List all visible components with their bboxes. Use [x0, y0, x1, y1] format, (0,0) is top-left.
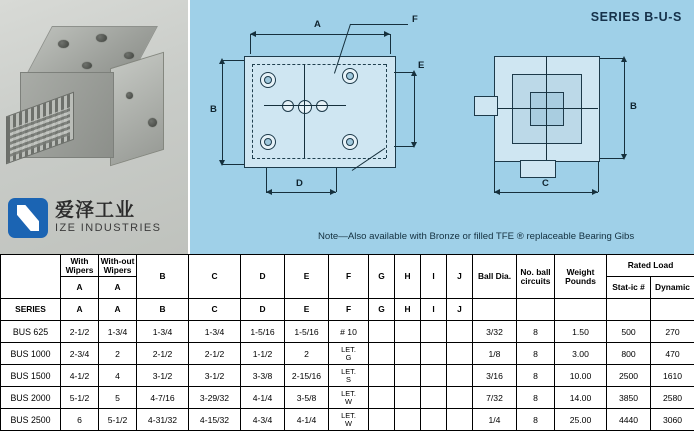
header-with-wipers: With Wipers: [61, 255, 99, 277]
ext-line: [222, 60, 244, 61]
cell-dynamic: 3060: [651, 409, 694, 431]
header-a2: A: [99, 299, 137, 321]
cell-b: 4-31/32: [137, 409, 189, 431]
mounting-hole: [82, 62, 92, 69]
cell-static: 500: [607, 321, 651, 343]
header-a-nowipers: A: [99, 277, 137, 299]
header-a-wipers: A: [61, 277, 99, 299]
header-without-wipers: With-out Wipers: [99, 255, 137, 277]
header-circuits2: [517, 299, 555, 321]
cell-b: 3-1/2: [137, 365, 189, 387]
cell-circuits: 8: [517, 343, 555, 365]
cell-j: [447, 365, 473, 387]
header-blank: [1, 255, 61, 299]
dim-arrow: [621, 56, 627, 62]
table-row: [1, 365, 694, 387]
dim-label-b: B: [210, 104, 217, 115]
header-b: B: [137, 255, 189, 299]
cell-h: [395, 365, 421, 387]
brand-name-english: IZE INDUSTRIES: [55, 223, 161, 235]
cell-dynamic: 2580: [651, 387, 694, 409]
cell-a_nowipers: 5-1/2: [99, 409, 137, 431]
cell-ball_dia: 1/4: [473, 409, 517, 431]
header-e: E: [285, 255, 329, 299]
dim-label-e: E: [418, 60, 424, 71]
cell-weight: 14.00: [555, 387, 607, 409]
cell-a_nowipers: 1-3/4: [99, 321, 137, 343]
cell-g: [369, 365, 395, 387]
cell-a_wipers: 4-1/2: [61, 365, 99, 387]
header-weight2: [555, 299, 607, 321]
cell-b: 4-7/16: [137, 387, 189, 409]
dim-line-b: [222, 60, 223, 164]
cell-f: # 10: [329, 321, 369, 343]
brand-logo: [8, 196, 188, 240]
cell-c: 4-15/32: [189, 409, 241, 431]
spec-table: [0, 254, 694, 431]
header-h: H: [395, 255, 421, 299]
cell-a_nowipers: 5: [99, 387, 137, 409]
header-f2: F: [329, 299, 369, 321]
cell-e: 4-1/4: [285, 409, 329, 431]
cell-j: [447, 387, 473, 409]
header-series: SERIES: [1, 299, 61, 321]
end-view-tab-bottom: [520, 160, 556, 178]
dim-arrow: [219, 58, 225, 64]
cell-series: BUS 2500: [1, 409, 61, 431]
cell-e: 2: [285, 343, 329, 365]
hidden-line: [252, 64, 386, 65]
ext-line: [598, 162, 599, 192]
cell-d: 4-3/4: [241, 409, 285, 431]
ext-line: [222, 164, 244, 165]
header-ball-dia2: [473, 299, 517, 321]
cell-a_wipers: 5-1/2: [61, 387, 99, 409]
header-h2: H: [395, 299, 421, 321]
hidden-line: [252, 64, 253, 158]
header-g: G: [369, 255, 395, 299]
hidden-line: [386, 64, 387, 158]
cell-static: 800: [607, 343, 651, 365]
cell-j: [447, 321, 473, 343]
dim-arrow: [411, 142, 417, 148]
ext-line: [250, 34, 251, 54]
dim-label-d: D: [296, 178, 303, 189]
cell-c: 1-3/4: [189, 321, 241, 343]
cell-ball_dia: 3/32: [473, 321, 517, 343]
header-dynamic: Dynamic: [651, 277, 694, 299]
brand-text: [55, 201, 161, 234]
cell-c: 2-1/2: [189, 343, 241, 365]
header-i: I: [421, 255, 447, 299]
dim-arrow: [621, 154, 627, 160]
table-body: [1, 321, 694, 431]
cell-i: [421, 321, 447, 343]
table-header-group-row: [1, 255, 694, 277]
centerline-vertical: [546, 56, 547, 160]
cell-a_wipers: 2-1/2: [61, 321, 99, 343]
end-view-bore: [530, 92, 564, 126]
header-e2: E: [285, 299, 329, 321]
header-j2: J: [447, 299, 473, 321]
header-static2: [607, 299, 651, 321]
cell-c: 3-29/32: [189, 387, 241, 409]
side-hole: [126, 92, 133, 99]
cell-h: [395, 343, 421, 365]
header-ball-dia: Ball Dia.: [473, 255, 517, 299]
header-c: C: [189, 255, 241, 299]
dim-arrow: [219, 160, 225, 166]
centerline-vertical: [304, 64, 305, 158]
cell-dynamic: 270: [651, 321, 694, 343]
cell-e: 2-15/16: [285, 365, 329, 387]
header-rated-load: Rated Load: [607, 255, 694, 277]
cell-series: BUS 625: [1, 321, 61, 343]
cell-h: [395, 321, 421, 343]
cell-series: BUS 1500: [1, 365, 61, 387]
header-b2: B: [137, 299, 189, 321]
cell-h: [395, 409, 421, 431]
cell-f: LET. W: [329, 409, 369, 431]
table-row: [1, 409, 694, 431]
cell-c: 3-1/2: [189, 365, 241, 387]
dim-line-a: [250, 34, 390, 35]
cell-series: BUS 2000: [1, 387, 61, 409]
header-f: F: [329, 255, 369, 299]
cell-dynamic: 470: [651, 343, 694, 365]
cell-dynamic: 1610: [651, 365, 694, 387]
header-d: D: [241, 255, 285, 299]
cell-weight: 25.00: [555, 409, 607, 431]
header-g2: G: [369, 299, 395, 321]
cell-circuits: 8: [517, 387, 555, 409]
header-c2: C: [189, 299, 241, 321]
dim-label-b2: B: [630, 101, 637, 112]
cell-circuits: 8: [517, 321, 555, 343]
cell-e: 3-5/8: [285, 387, 329, 409]
dim-line-d: [266, 192, 336, 193]
cell-i: [421, 365, 447, 387]
header-j: J: [447, 255, 473, 299]
cell-g: [369, 343, 395, 365]
cell-h: [395, 387, 421, 409]
brand-name-chinese: 爱泽工业: [55, 201, 161, 221]
table-row: [1, 387, 694, 409]
cell-d: 1-5/16: [241, 321, 285, 343]
cell-i: [421, 387, 447, 409]
cell-a_wipers: 2-3/4: [61, 343, 99, 365]
cell-static: 2500: [607, 365, 651, 387]
cell-a_nowipers: 2: [99, 343, 137, 365]
cell-ball_dia: 1/8: [473, 343, 517, 365]
cell-d: 4-1/4: [241, 387, 285, 409]
dim-label-a: A: [314, 19, 321, 30]
cell-static: 3850: [607, 387, 651, 409]
cell-f: LET. S: [329, 365, 369, 387]
dim-label-f: F: [412, 14, 418, 25]
dim-line-c: [494, 192, 598, 193]
header-dynamic2: [651, 299, 694, 321]
product-photo: [0, 0, 188, 254]
cell-g: [369, 321, 395, 343]
bolt-hole-inner: [346, 72, 354, 80]
header-weight: Weight Pounds: [555, 255, 607, 299]
centerline-horizontal: [264, 105, 346, 106]
cell-i: [421, 409, 447, 431]
cell-weight: 10.00: [555, 365, 607, 387]
header-i2: I: [421, 299, 447, 321]
ext-line: [394, 72, 414, 73]
ext-line: [600, 158, 624, 159]
header-d2: D: [241, 299, 285, 321]
center-hole: [298, 100, 312, 114]
bolt-hole-inner: [264, 138, 272, 146]
cell-ball_dia: 3/16: [473, 365, 517, 387]
cell-j: [447, 343, 473, 365]
leader-line-f: [350, 24, 408, 25]
mounting-hole: [58, 40, 69, 48]
center-hole: [316, 100, 328, 112]
cell-circuits: 8: [517, 409, 555, 431]
dim-label-c: C: [542, 178, 549, 189]
cell-series: BUS 1000: [1, 343, 61, 365]
cell-a_nowipers: 4: [99, 365, 137, 387]
cell-b: 2-1/2: [137, 343, 189, 365]
table-header-series-row: [1, 299, 694, 321]
ext-line: [336, 168, 337, 192]
cell-f: LET. W: [329, 387, 369, 409]
engineering-drawing: [188, 0, 694, 254]
cell-e: 1-5/16: [285, 321, 329, 343]
cell-j: [447, 409, 473, 431]
bolt-hole-inner: [264, 76, 272, 84]
dim-line-b2: [624, 58, 625, 158]
cell-weight: 3.00: [555, 343, 607, 365]
table-row: [1, 343, 694, 365]
table-row: [1, 321, 694, 343]
cell-b: 1-3/4: [137, 321, 189, 343]
cell-a_wipers: 6: [61, 409, 99, 431]
side-hole: [148, 118, 157, 127]
cell-ball_dia: 7/32: [473, 387, 517, 409]
ize-logo-icon: [8, 198, 48, 238]
cell-d: 1-1/2: [241, 343, 285, 365]
cell-g: [369, 409, 395, 431]
cell-d: 3-3/8: [241, 365, 285, 387]
cell-g: [369, 387, 395, 409]
bolt-hole-inner: [346, 138, 354, 146]
ext-line: [600, 58, 624, 59]
dim-line-e: [414, 72, 415, 146]
cell-f: LET. G: [329, 343, 369, 365]
drawing-note: Note—Also available with Bronze or filled TFE ® replaceable Bearing Gibs: [318, 231, 634, 242]
cell-circuits: 8: [517, 365, 555, 387]
cell-i: [421, 343, 447, 365]
block-side-face: [110, 52, 164, 167]
series-title: SERIES B-U-S: [591, 10, 682, 24]
specification-table: [0, 254, 694, 411]
cell-static: 4440: [607, 409, 651, 431]
ext-line: [266, 168, 267, 192]
mounting-hole: [124, 52, 134, 59]
ext-line: [390, 34, 391, 54]
ext-line: [494, 162, 495, 192]
header-static: Stat-ic #: [607, 277, 651, 299]
cell-weight: 1.50: [555, 321, 607, 343]
mounting-hole: [96, 34, 107, 42]
center-hole: [282, 100, 294, 112]
dim-arrow: [411, 70, 417, 76]
hidden-line: [252, 158, 386, 159]
end-view-tab-left: [474, 96, 498, 116]
header-ball-circuits: No. ball circuits: [517, 255, 555, 299]
ext-line: [394, 146, 414, 147]
header-a1: A: [61, 299, 99, 321]
